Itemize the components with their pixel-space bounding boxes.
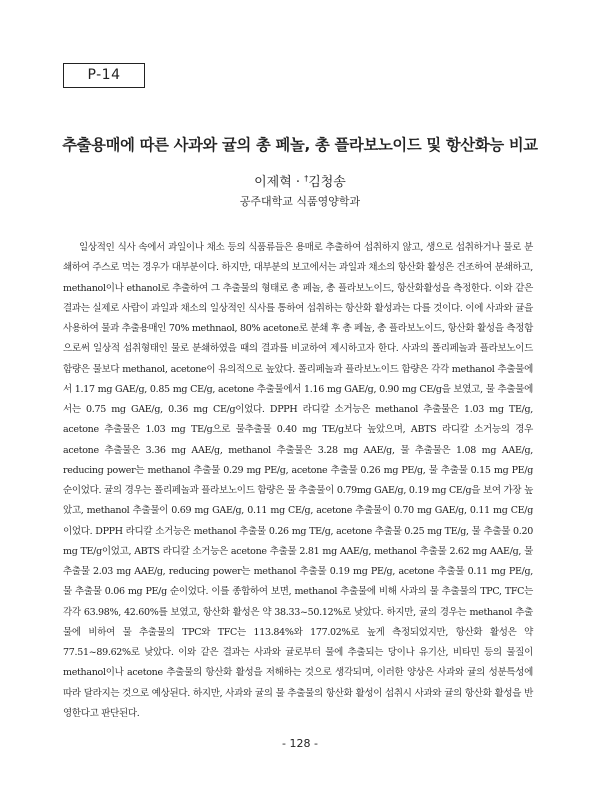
author-first: 이제혁 · <box>254 175 305 190</box>
authors <box>0 171 600 190</box>
page-number: - 128 - <box>282 737 318 750</box>
author-corresponding: 김청송 <box>308 175 346 190</box>
abstract-body: 일상적인 식사 속에서 과일이나 채소 등의 식품류들은 용매로 추출하여 섭취하지 않고, 생으로 섭취하거나 물로 분쇄하여 주스로 먹는 경우가 대부분이다. 하지만, 대부분의 보고에서는 과일과 채소의 항산화 활성은 건조하여 분쇄하고, methanol이나 ethanol로 추출하여 그 추출물의 형태로 총 페놀, 총 플라보노이드, 항산화활성을 측정한다. 이와 같은 결과는 실제로 사람이 과일과 채소의 일상적인 식사를 통하여 섭취하는 항산화 활성과는 다를 것이다. 이에 사과와 귤을 사용하여 물과 추출용매인 70% methnaol, 80% acetone로 분쇄 후 총 페놀, 총 플라보노이드, 항산화 활성을 측정함으로써 일상적 섭취형태인 물로 분쇄하였을 때의 결과를 비교하여 제시하고자 한다. 사과의 폴리페놀과 플라보노이드 함량은 물보다 methanol, acetone이 유의적으로 높았다. 폴리페놀과 플라보노이드 함량은 각각 methanol 추출물에서 1.17 mg GAE/g, 0.85 mg CE/g, acetone 추출물에서 1.16 mg GAE/g, 0.90 mg CE/g을 보였고, 물 추출물에서는 0.75 mg GAE/g, 0.36 mg CE/g이었다. DPPH 라디칼 소거능은 methanol 추출물은 1.03 mg TE/g, acetone 추출물은 1.03 mg TE/g으로 물추출물 0.40 mg TE/g보다 높았으며, ABTS 라디칼 소거능의 경우 acetone 추출물은 3.36 mg AAE/g, methanol 추출물은 3.28 mg AAE/g, 물 추출물은 1.08 mg AAE/g, reducing power는 methanol 추출물 0.29 mg PE/g, acetone 추출물 0.26 mg PE/g, 물 추출물 0.15 mg PE/g 순이었다. 귤의 경우는 폴리페놀과 플라보노이드 함량은 물 추출물이 0.79mg GAE/g, 0.19 mg CE/g을 보여 가장 높았고, methanol 추출물이 0.69 mg GAE/g, 0.11 mg CE/g, acetone 추출물이 0.70 mg GAE/g, 0.11 mg CE/g이었다. DPPH 라디칼 소거능은 methanol 추출물 0.26 mg TE/g, acetone 추출물 0.25 mg TE/g, 물 추출물 0.20 mg TE/g이었고, ABTS 라디칼 소거능은 acetone 추출물 2.81 mg AAE/g, methanol 추출물 2.62 mg AAE/g, 물 추출물 2.03 mg AAE/g, reducing power는 methanol 추출물 0.19 mg PE/g, acetone 추출물 0.11 mg PE/g, 물 추출물 0.06 mg PE/g 순이었다. 이를 종합하여 보면, methanol 추출물에 비해 사과의 물 추출물의 TPC, TFC는 각각 63.98%, 42.60%를 보였고, 항산화 활성은 약 38.33~50.12%로 낮았다. 하지만, 귤의 경우는 methanol 추출물에 비하여 물 추출물의 TPC와 TFC는 113.84%와 177.02%로 높게 측정되었지만, 항산화 활성은 약 77.51~89.62%로 낮았다. 이와 같은 결과는 사과와 귤로부터 물에 추출되는 당이나 유기산, 비타민 등의 물질이 methanol이나 acetone 추출물의 항산화 활성을 저해하는 것으로 생각되며, 이러한 양상은 사과와 귤의 성분특성에 따라 달라지는 것으로 예상된다. 하지만, 사과와 귤의 물 추출물의 항산화 활성이 섭취시 사과와 귤의 항산화 활성을 반영한다고 판단된다. <box>63 242 533 719</box>
corresponding-mark: † <box>304 174 309 183</box>
affiliation: 공주대학교 식품영양학과 <box>239 195 361 208</box>
paper-title: 추출용매에 따른 사과와 귤의 총 페놀, 총 플라보노이드 및 항산화능 비교 <box>62 136 538 154</box>
poster-id-box: P-14 <box>63 63 145 88</box>
